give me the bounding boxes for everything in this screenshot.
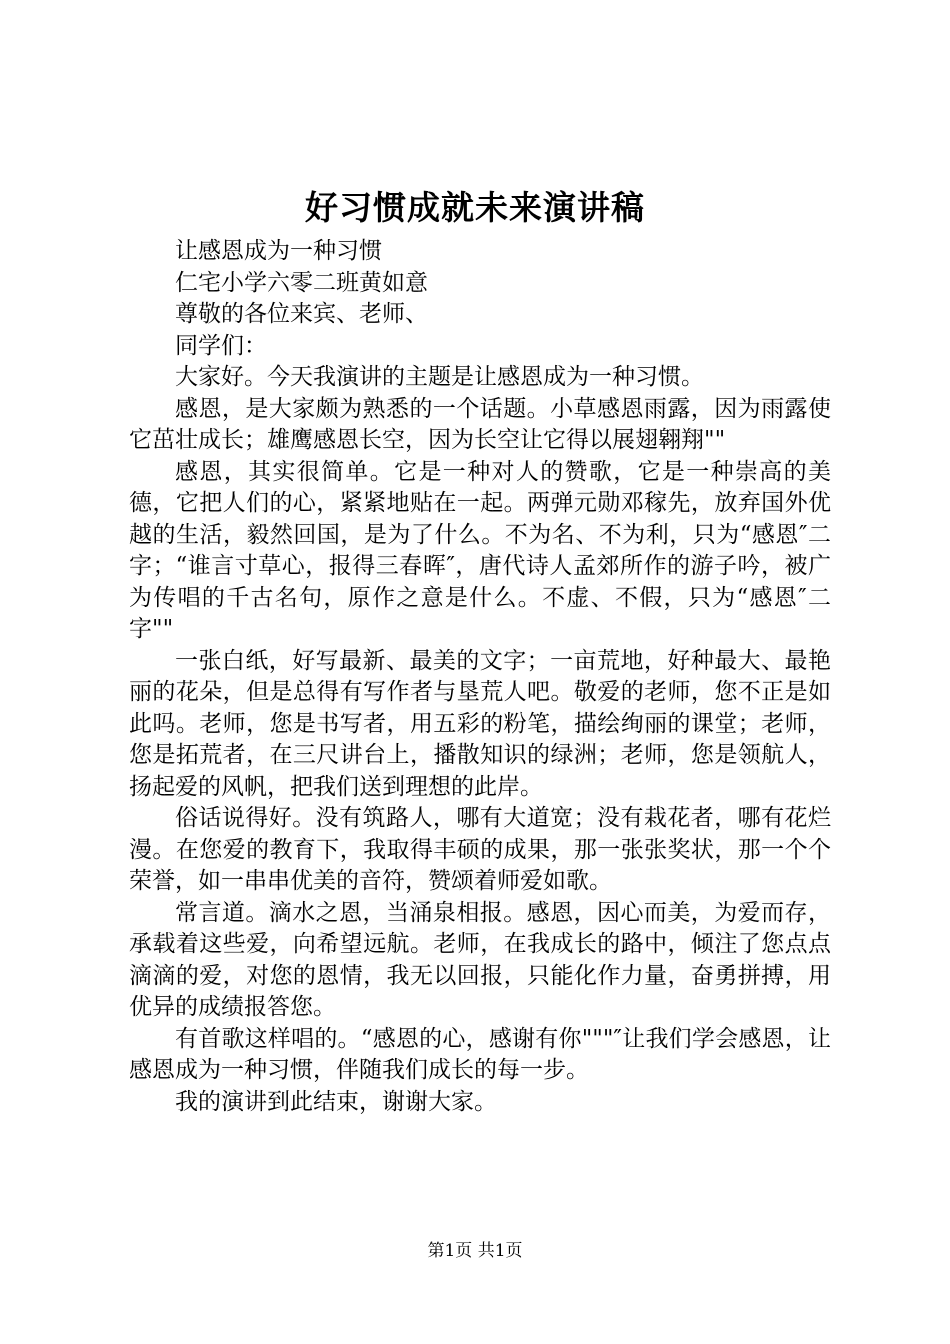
paragraph-salutation-cont: 同学们：	[175, 332, 267, 359]
paragraph-body: 有首歌这样唱的。“感恩的心，感谢有你"""″让我们学会感恩，让感恩成为一种习惯，伴随我们成长的每一步。	[129, 1025, 831, 1083]
document-title: 好习惯成就未来演讲稿	[305, 188, 645, 227]
paragraph-salutation: 尊敬的各位来宾、老师、	[175, 301, 428, 327]
paragraph-body: 一张白纸，好写最新、最美的文字；一亩荒地，好种最大、最艳丽的花朵，但是总得有写作者与垦荒人吧。敬爱的老师，您不正是如此吗。老师，您是书写者，用五彩的粉笔，描绘绚丽的课堂；老师，您是拓荒者，在三尺讲台上，播散知识的绿洲；老师，您是领航人，扬起爱的风帆，把我们送到理想的此岸。	[129, 647, 831, 800]
paragraph-author: 仁宅小学六零二班黄如意	[175, 269, 428, 296]
page-footer: 第1页 共1页	[427, 1241, 523, 1261]
paragraph-body: 常言道。滴水之恩，当涌泉相报。感恩，因心而美，为爱而存，承载着这些爱，向希望远航。老师，在我成长的路中，倾注了您点点滴滴的爱，对您的恩情，我无以回报，只能化作力量，奋勇拼搏，用优异的成绩报答您。	[129, 899, 831, 1020]
paragraph-closing: 我的演讲到此结束，谢谢大家。	[175, 1088, 497, 1115]
paragraph-body: 俗话说得好。没有筑路人，哪有大道宽；没有栽花者，哪有花烂漫。在您爱的教育下，我取得丰硕的成果，那一张张奖状，那一个个荣誉，如一串串优美的音符，赞颂着师爱如歌。	[129, 805, 831, 894]
paragraph-body: 感恩，是大家颇为熟悉的一个话题。小草感恩雨露，因为雨露使它茁壮成长；雄鹰感恩长空，因为长空让它得以展翅翱翔""	[129, 395, 831, 453]
paragraph-greeting: 大家好。今天我演讲的主题是让感恩成为一种习惯。	[175, 364, 704, 390]
paragraph-body: 感恩，其实很简单。它是一种对人的赞歌，它是一种崇高的美德，它把人们的心，紧紧地贴在一起。两弹元勋邓稼先，放弃国外优越的生活，毅然回国，是为了什么。不为名、不为利，只为“感恩″二字；“谁言寸草心，报得三春晖″，唐代诗人孟郊所作的游子吟，被广为传唱的千古名句，原作之意是什么。不虚、不假，只为“感恩″二字""	[129, 458, 831, 642]
document-body	[129, 236, 831, 1118]
paragraph-speech-topic: 让感恩成为一种习惯	[175, 238, 382, 264]
